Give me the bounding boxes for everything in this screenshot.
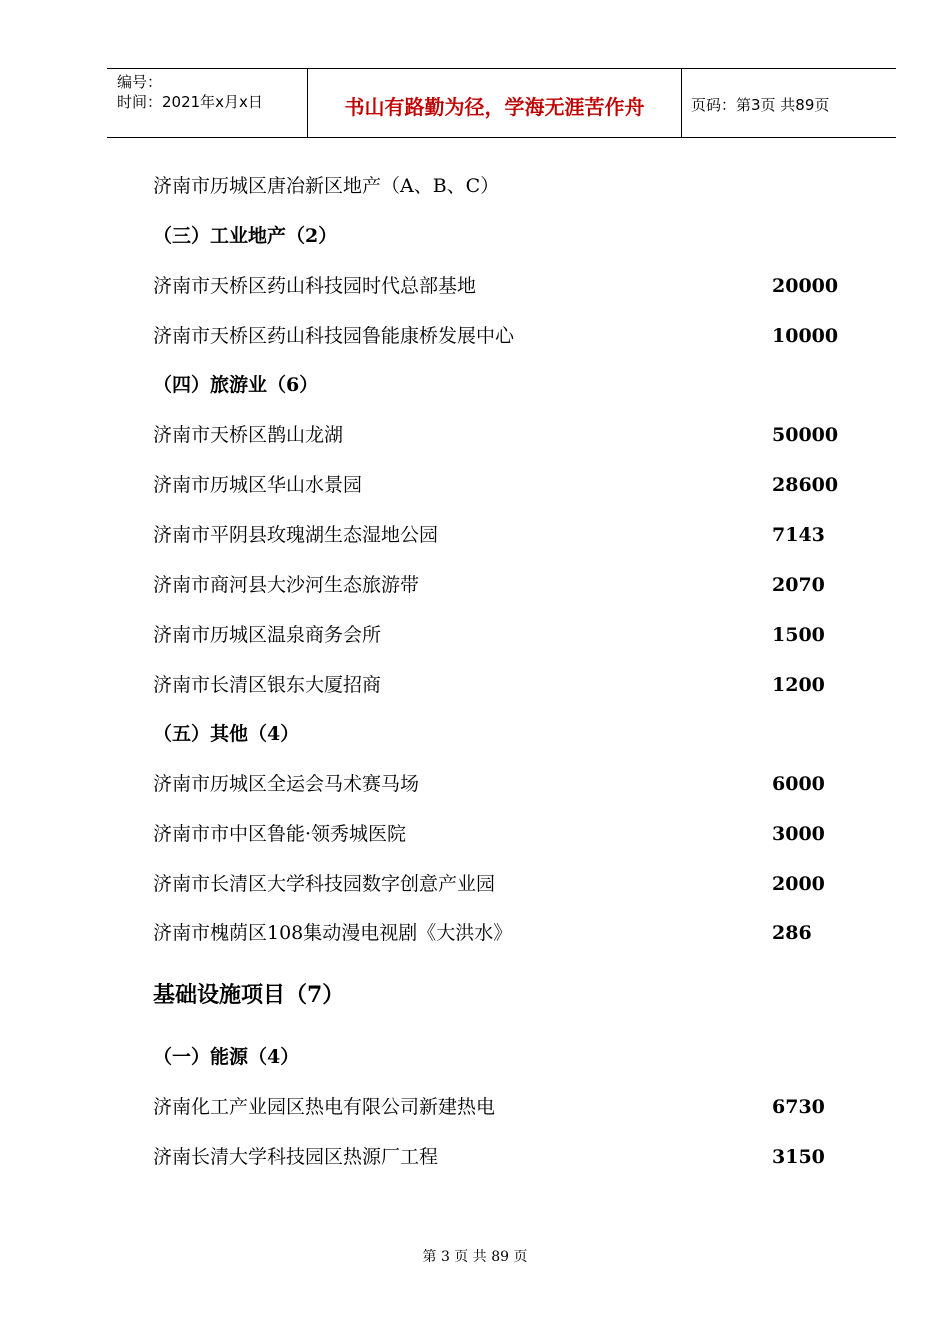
list-item [153,271,853,301]
project-value: 3000 [772,823,825,845]
list-item [153,520,853,550]
list-item [153,470,853,500]
project-value: 7143 [772,524,825,546]
list-item [153,670,853,700]
subsection-heading-row [153,370,853,400]
list-item [153,819,853,849]
project-name: 济南市天桥区鹊山龙湖 [153,424,344,446]
project-name: 济南市长清区大学科技园数字创意产业园 [153,873,496,895]
project-name: 济南市长清区银东大厦招商 [153,674,382,696]
subsection-heading-row [153,719,853,749]
subsection-heading: （五）其他（4） [153,723,300,745]
project-value: 50000 [772,424,839,446]
list-item [153,1142,853,1172]
list-item [153,420,853,450]
subsection-heading-row [153,221,853,251]
list-item [153,869,853,899]
project-value: 286 [772,922,812,944]
project-value: 1200 [772,674,825,696]
project-name: 济南化工产业园区热电有限公司新建热电 [153,1096,496,1118]
project-name: 济南市历城区华山水景园 [153,474,363,496]
project-name: 济南市槐荫区108集动漫电视剧《大洪水》 [153,922,513,944]
project-name: 济南市市中区鲁能·领秀城医院 [153,823,407,845]
project-value: 6000 [772,773,825,795]
project-name: 济南市天桥区药山科技园时代总部基地 [153,275,477,297]
project-name: 济南市历城区唐冶新区地产（A、B、C） [153,175,500,197]
project-name: 济南市商河县大沙河生态旅游带 [153,574,420,596]
section-heading: 基础设施项目（7） [153,982,345,1008]
project-name: 济南市天桥区药山科技园鲁能康桥发展中心 [153,325,515,347]
project-name: 济南市历城区温泉商务会所 [153,624,382,646]
project-name: 济南市平阴县玫瑰湖生态湿地公园 [153,524,439,546]
header-middle-cell [307,69,682,137]
document-time-label: 时间：2021年x月x日 [117,93,263,111]
project-value: 6730 [772,1096,825,1118]
list-item [153,171,853,201]
list-item [153,918,853,948]
subsection-heading: （一）能源（4） [153,1046,300,1068]
subsection-heading: （三）工业地产（2） [153,225,338,247]
project-value: 2070 [772,574,825,596]
project-name: 济南长清大学科技园区热源厂工程 [153,1146,439,1168]
document-code-label: 编号： [117,73,163,91]
project-value: 2000 [772,873,825,895]
page-footer: 第 3 页 共 89 页 [422,1249,528,1265]
page-header [107,68,896,138]
header-page-number: 页码：第3页 共89页 [691,96,830,114]
list-item [153,570,853,600]
project-value: 28600 [772,474,839,496]
project-name: 济南市历城区全运会马术赛马场 [153,773,420,795]
list-item [153,1092,853,1122]
project-value: 10000 [772,325,839,347]
header-right-cell [681,69,896,137]
subsection-heading: （四）旅游业（6） [153,374,319,396]
header-left-cell [107,69,307,137]
list-item [153,769,853,799]
list-item [153,620,853,650]
list-item [153,321,853,351]
header-motto: 书山有路勤为径，学海无涯苦作舟 [344,95,645,119]
project-value: 1500 [772,624,825,646]
project-value: 3150 [772,1146,825,1168]
subsection-heading-row [153,1042,853,1072]
project-value: 20000 [772,275,839,297]
